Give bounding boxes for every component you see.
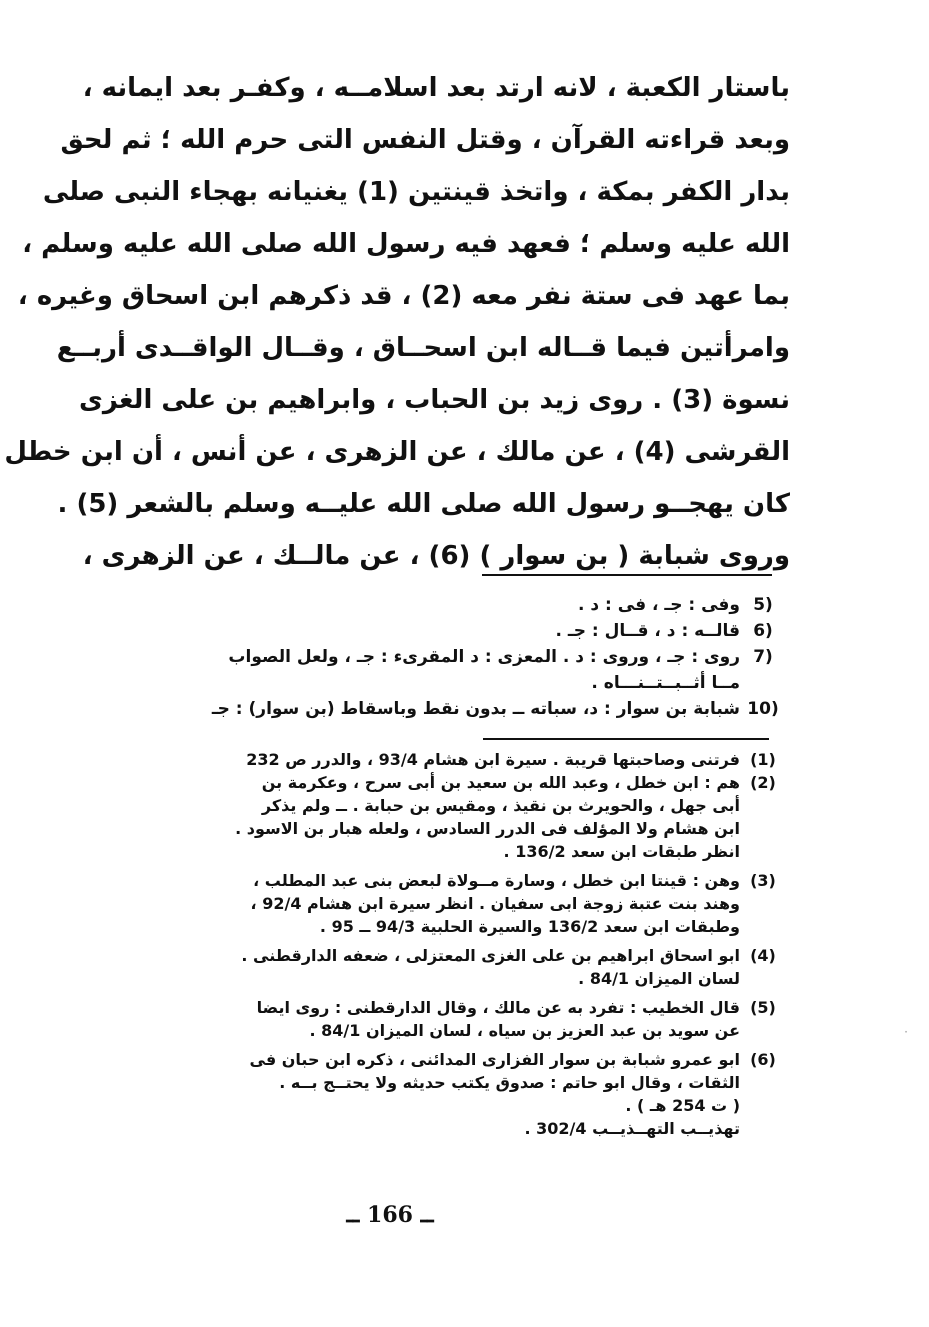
main-line: نسوة (3) . روى زيد بن الحباب ، وابراهيم بن على الغزى	[79, 385, 790, 415]
note-number: 5)	[753, 595, 773, 615]
footnote	[96, 944, 786, 990]
note-line: مــا أثــبــتــنـــاه .	[591, 673, 740, 693]
footnote-line: ابو عمرو شبابة بن سوار الفزارى المدائنى ، ذكره ابن حبان فى	[249, 1050, 740, 1069]
footnote-number: (4)	[750, 946, 776, 965]
footnotes	[96, 748, 786, 1140]
scan-speck-mark: ·	[904, 1025, 908, 1039]
variant-note	[96, 696, 786, 722]
main-line: الله عليه وسلم ؛ فعهد فيه رسول الله صلى الله عليه وسلم ،	[22, 229, 790, 259]
page-number: ــ 166 ــ	[346, 1202, 434, 1228]
footnote-line: عن سويد بن عبد العزيز بن سياه ، لسان الميزان 84/1 .	[309, 1021, 740, 1040]
variant-note	[96, 644, 786, 696]
footnote	[96, 1048, 786, 1140]
footnote-number: (1)	[750, 750, 776, 769]
main-line: وامرأتين فيما قــاله ابن اسحــاق ، وقــال الواقــدى أربــع	[56, 333, 790, 363]
note-number: 7)	[753, 647, 773, 667]
footnote-number: (3)	[750, 871, 776, 890]
main-text	[4, 62, 790, 582]
footnote-number: (6)	[750, 1050, 776, 1069]
footnote-line: ابو اسحاق ابراهيم بن على الغزى المعتزلى ، ضعفه الدارقطنى .	[241, 946, 740, 965]
variant-note	[96, 592, 786, 618]
main-line: القرشى (4) ، عن مالك ، عن الزهرى ، عن أنس ، أن ابن خطل	[4, 437, 790, 467]
note-number: 10)	[747, 699, 779, 719]
note-line: شبابة بن سوار : د، سباته ــ بدون نقط وباسقاط (بن سوار) : جـ	[211, 699, 740, 719]
footnote	[96, 771, 786, 863]
main-line: باستار الكعبة ، لانه ارتد بعد اسلامــه ، وكفـر بعد ايمانه ،	[82, 73, 790, 103]
separator-rule	[483, 738, 769, 740]
footnote	[96, 869, 786, 938]
main-line: وروى شبابة ( بن سوار ) (6) ، عن مالــك ، عن الزهرى ،	[82, 541, 790, 571]
main-line: وبعد قراءته القرآن ، وقتل النفس التى حرم الله ؛ ثم لحق	[60, 125, 790, 155]
footnote-line: الثقات ، وقال ابو حاتم : صدوق يكتب حديثه ولا يحتــج بــه .	[279, 1073, 740, 1092]
footnote-line: انظر طبقات ابن سعد 136/2 .	[503, 842, 740, 861]
main-line: بدار الكفر بمكة ، واتخذ قينتين (1) يغنيانه بهجاء النبى صلى	[42, 177, 790, 207]
note-line: وفى : جـ ، فى : د .	[578, 595, 740, 615]
footnote-line: قال الخطيب : تفرد به عن مالك ، وقال الدارقطنى : روى ايضا	[256, 998, 740, 1017]
footnote-number: (5)	[750, 998, 776, 1017]
footnote	[96, 748, 786, 771]
footnote-line: ابن هشام ولا المؤلف فى الدرر السادس ، ولعله هبار بن الاسود .	[235, 819, 740, 838]
footnote-line: لسان الميزان 84/1 .	[578, 969, 740, 988]
footnote	[96, 996, 786, 1042]
footnote-line: تهذيــب التهــذيــب 302/4 .	[524, 1119, 740, 1138]
footnote-line: وهن : قينتا ابن خطل ، وسارة مــولاة لبعض بنى عبد المطلب ،	[253, 871, 740, 890]
note-line: قالــه : د ، قــال : جـ .	[555, 621, 740, 641]
note-line: روى : جـ ، وروى : د . المعزى : د المقرىء : جـ ، ولعل الصواب	[228, 647, 740, 667]
note-number: 6)	[753, 621, 773, 641]
footnote-line: هم : ابن خطل ، وعبد الله بن سعيد بن أبى سرح ، وعكرمة بن	[261, 773, 740, 792]
footnote-line: أبى جهل ، والحويرث بن نقيذ ، ومقيس بن حبابة . ــ ولم يذكر	[261, 796, 740, 815]
main-line: كان يهجــو رسول الله صلى الله عليــه وسلم بالشعر (5) .	[57, 489, 790, 519]
variant-readings	[96, 592, 786, 722]
separator-rule	[482, 574, 772, 576]
footnote-line: فرتنى وصاحبتها قريبة . سيرة ابن هشام 93/4 ، والدرر ص 232	[246, 750, 740, 769]
variant-note	[96, 618, 786, 644]
footnote-number: (2)	[750, 773, 776, 792]
main-line: بما عهد فى ستة نفر معه (2) ، قد ذكرهم ابن اسحاق وغيره ،	[17, 281, 790, 311]
footnote-line: ( ت 254 هـ ) .	[625, 1096, 740, 1115]
footnote-line: وطبقات ابن سعد 136/2 والسيرة الحلبية 94/3 ــ 95 .	[319, 917, 740, 936]
footnote-line: وهند بنت عتبة زوجة ابى سفيان . انظر سيرة ابن هشام 92/4 ،	[250, 894, 740, 913]
